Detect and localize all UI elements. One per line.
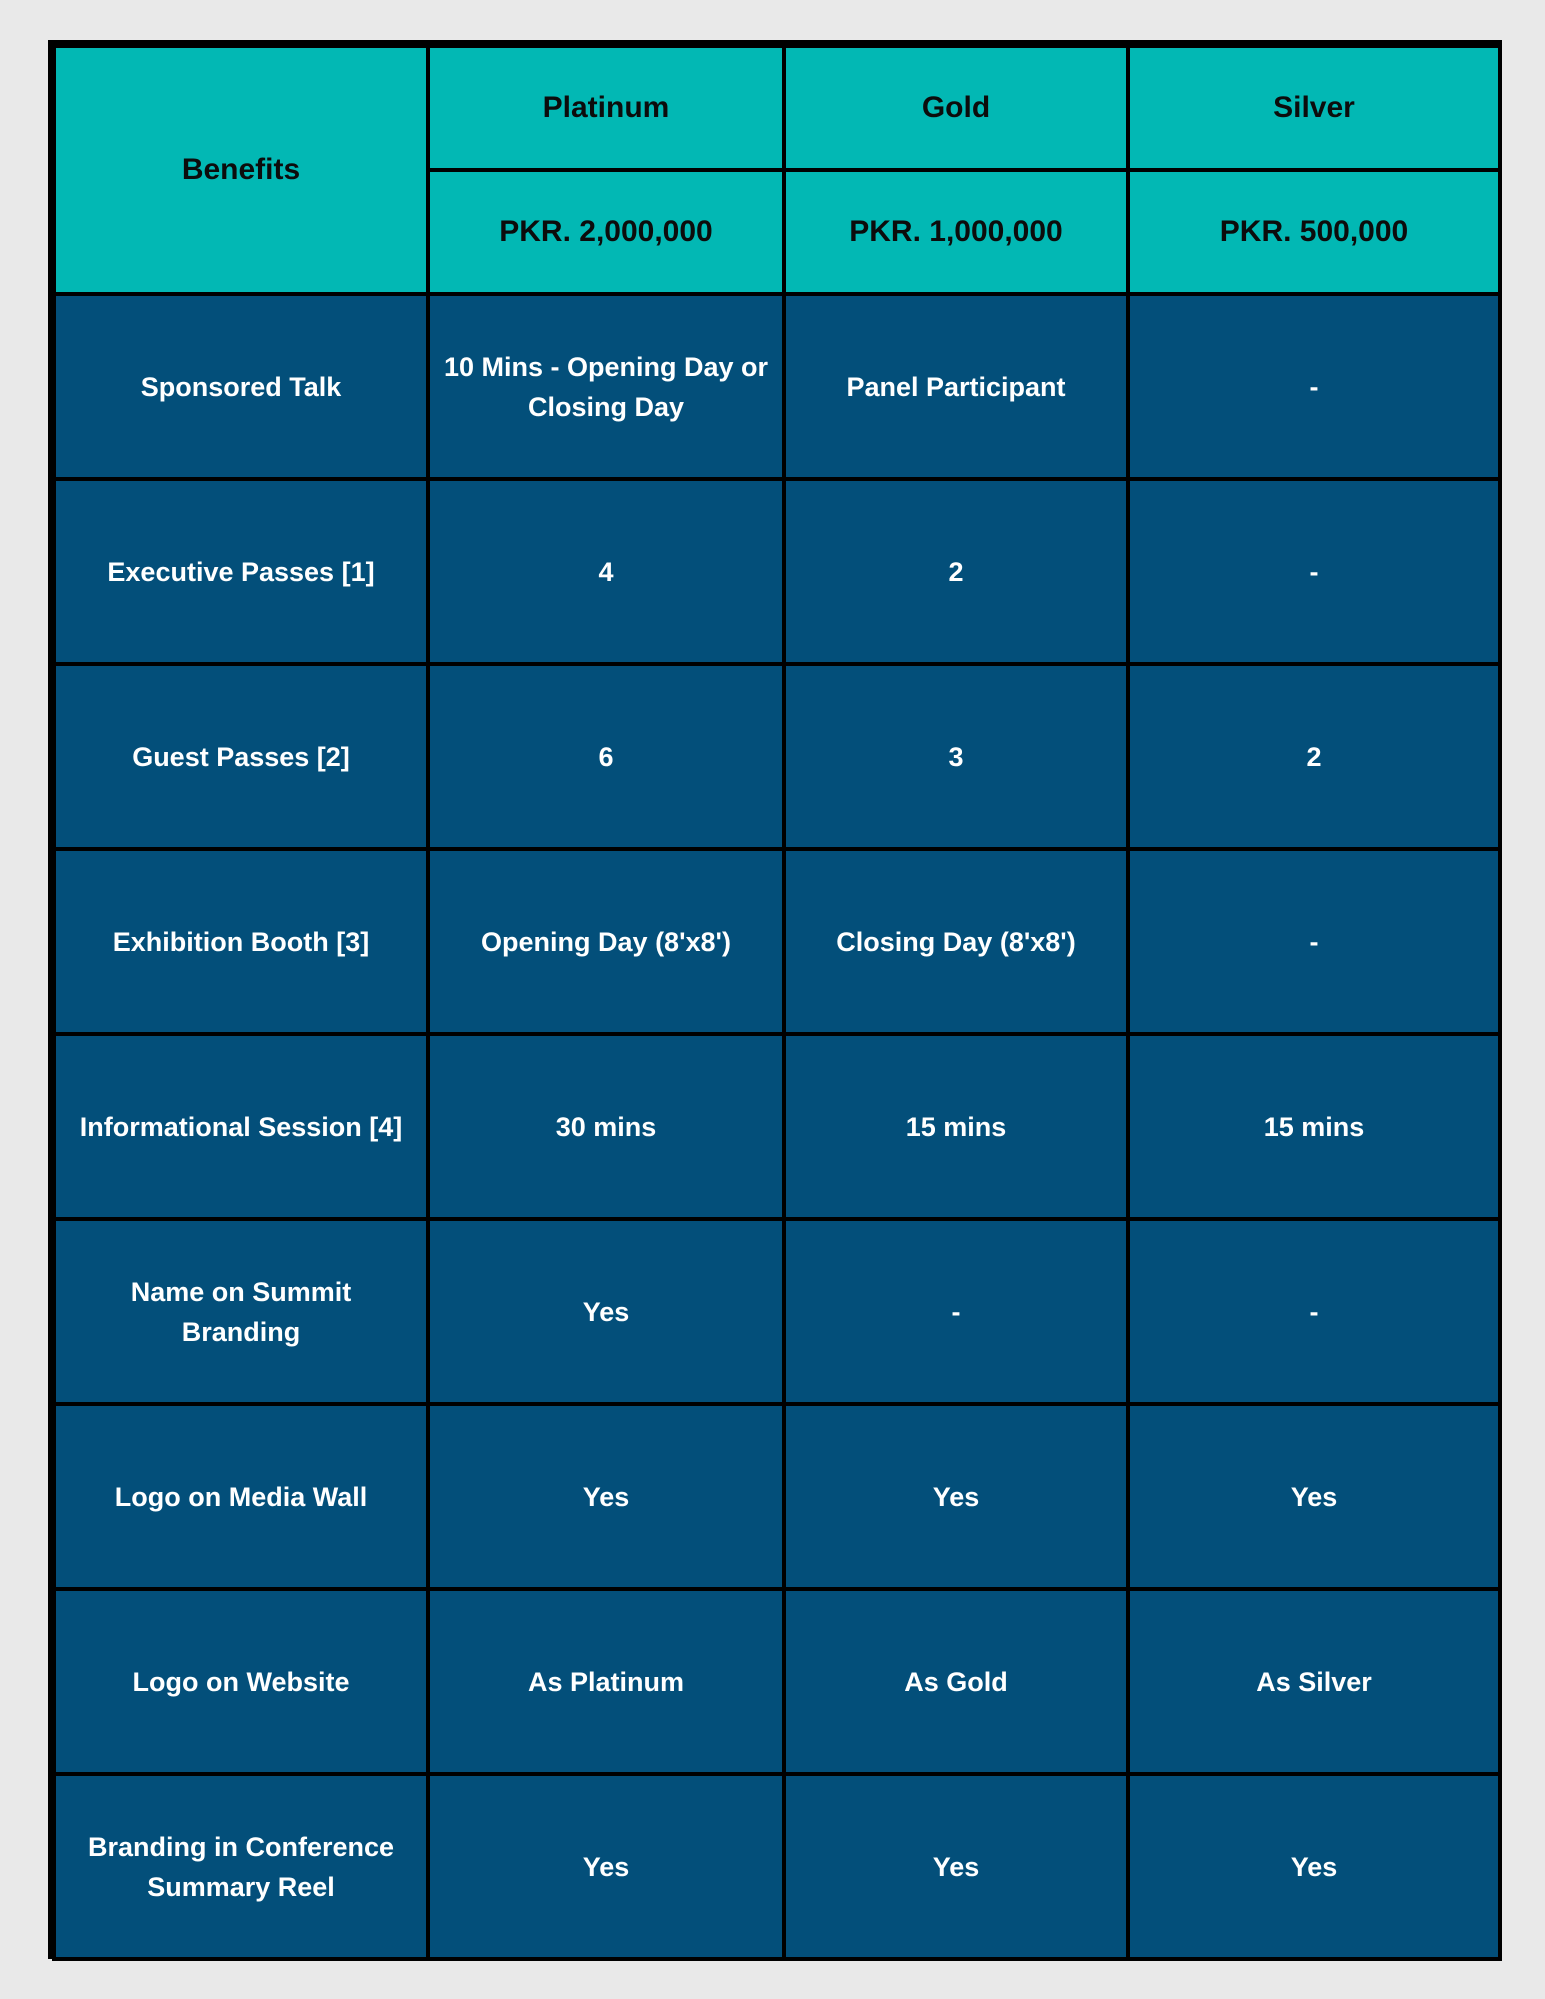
benefit-label: Sponsored Talk	[54, 294, 428, 479]
table-row	[54, 664, 1500, 849]
table-row	[54, 1219, 1500, 1404]
benefit-label: Executive Passes [1]	[54, 479, 428, 664]
platinum-cell: Yes	[428, 1774, 784, 1959]
table-row	[54, 1589, 1500, 1774]
gold-cell: 3	[784, 664, 1128, 849]
tier-price-platinum: PKR. 2,000,000	[428, 170, 784, 294]
gold-cell: Yes	[784, 1404, 1128, 1589]
silver-cell: Yes	[1128, 1774, 1500, 1959]
platinum-cell: 30 mins	[428, 1034, 784, 1219]
silver-cell: -	[1128, 479, 1500, 664]
benefit-label: Guest Passes [2]	[54, 664, 428, 849]
silver-cell: -	[1128, 294, 1500, 479]
silver-cell: 2	[1128, 664, 1500, 849]
gold-cell: Panel Participant	[784, 294, 1128, 479]
benefit-label: Logo on Website	[54, 1589, 428, 1774]
tier-price-gold: PKR. 1,000,000	[784, 170, 1128, 294]
table-row	[54, 1034, 1500, 1219]
platinum-cell: Yes	[428, 1219, 784, 1404]
table-row	[54, 294, 1500, 479]
gold-cell: Closing Day (8'x8')	[784, 849, 1128, 1034]
tier-name-gold: Gold	[784, 46, 1128, 170]
platinum-cell: Yes	[428, 1404, 784, 1589]
tier-name-silver: Silver	[1128, 46, 1500, 170]
benefit-label: Informational Session [4]	[54, 1034, 428, 1219]
gold-cell: 2	[784, 479, 1128, 664]
benefit-label: Logo on Media Wall	[54, 1404, 428, 1589]
gold-cell: -	[784, 1219, 1128, 1404]
gold-cell: As Gold	[784, 1589, 1128, 1774]
benefit-label: Branding in Conference Summary Reel	[54, 1774, 428, 1959]
benefits-header: Benefits	[54, 46, 428, 294]
platinum-cell: 10 Mins - Opening Day or Closing Day	[428, 294, 784, 479]
silver-cell: -	[1128, 849, 1500, 1034]
table-row	[54, 1404, 1500, 1589]
sponsorship-benefits-table	[52, 44, 1502, 1961]
silver-cell: -	[1128, 1219, 1500, 1404]
table-row	[54, 479, 1500, 664]
platinum-cell: As Platinum	[428, 1589, 784, 1774]
platinum-cell: 6	[428, 664, 784, 849]
tier-price-silver: PKR. 500,000	[1128, 170, 1500, 294]
table-row	[54, 849, 1500, 1034]
silver-cell: 15 mins	[1128, 1034, 1500, 1219]
platinum-cell: 4	[428, 479, 784, 664]
silver-cell: Yes	[1128, 1404, 1500, 1589]
tier-name-row	[54, 46, 1500, 170]
silver-cell: As Silver	[1128, 1589, 1500, 1774]
sponsorship-table-container	[48, 40, 1502, 1959]
table-row	[54, 1774, 1500, 1959]
benefit-label: Name on Summit Branding	[54, 1219, 428, 1404]
gold-cell: 15 mins	[784, 1034, 1128, 1219]
tier-name-platinum: Platinum	[428, 46, 784, 170]
benefit-label: Exhibition Booth [3]	[54, 849, 428, 1034]
platinum-cell: Opening Day (8'x8')	[428, 849, 784, 1034]
gold-cell: Yes	[784, 1774, 1128, 1959]
